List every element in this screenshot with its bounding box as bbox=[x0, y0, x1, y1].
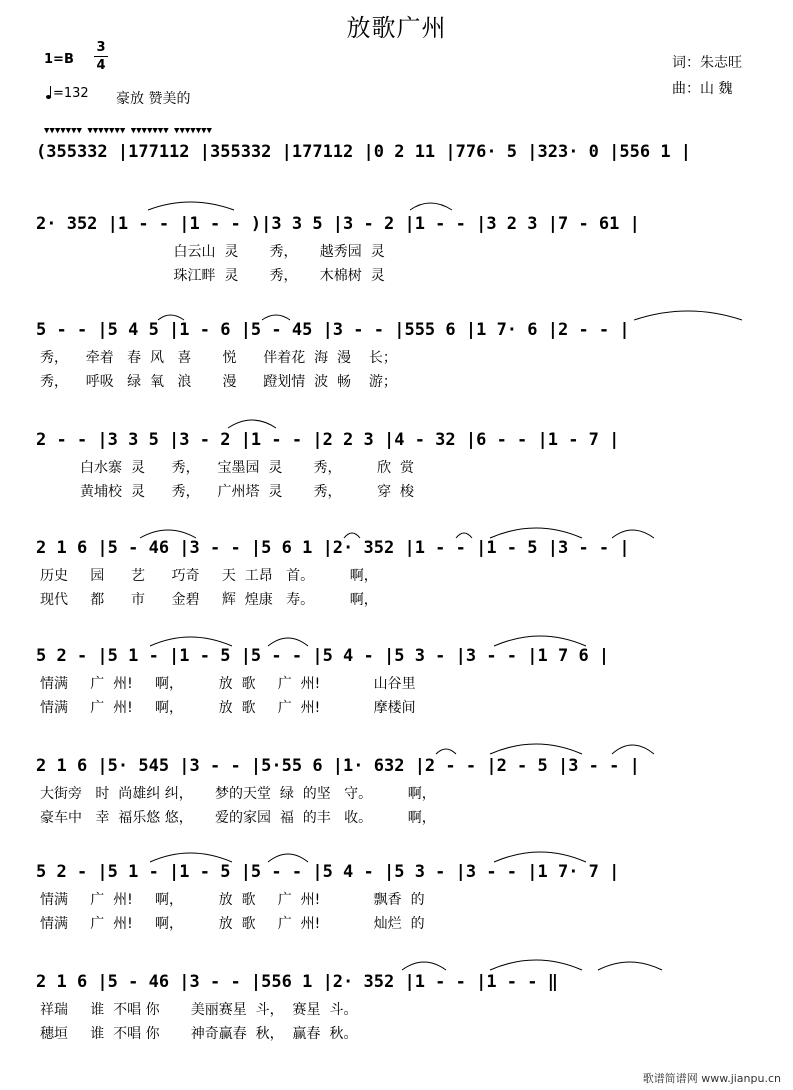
key-signature: 1=B bbox=[44, 52, 74, 67]
slur-mark bbox=[228, 420, 276, 428]
composer-credit: 曲：山 魏 bbox=[672, 81, 733, 97]
notation-line: 2· 352 |1 - - |1 - - )|3 3 5 |3 - 2 |1 - - |3 2 3 |7 - 61 | bbox=[36, 214, 640, 234]
time-signature-top: 3 bbox=[96, 40, 106, 55]
lyrics-verse-2: 秀， 呼吸 绿 氧 浪 漫 蹬划情 波 畅 游； bbox=[40, 374, 397, 390]
watermark-footer: 歌谱简谱网 www.jianpu.cn bbox=[642, 1072, 781, 1085]
tempo-value: =132 bbox=[53, 86, 89, 101]
notation-line: (355332 |177112 |355332 |177112 |0 2 11 |776· 5 |323· 0 |556 1 | bbox=[36, 142, 692, 162]
lyrics-verse-2: 现代 都 市 金碧 辉 煌康 寿。 啊， bbox=[40, 592, 378, 608]
lyrics-verse-1: 祥瑞 谁 不唱 你 美丽赛星 斗， 赛星 斗。 bbox=[40, 1002, 358, 1018]
lyrics-verse-1: 情满 广 州! 啊， 放 歌 广 州! 飘香 的 bbox=[40, 892, 425, 908]
accent-marks: ▼▼▼▼▼▼▼ ▼▼▼▼▼▼▼ ▼▼▼▼▼▼▼ ▼▼▼▼▼▼▼ bbox=[44, 126, 212, 136]
slur-mark bbox=[490, 960, 582, 970]
lyrics-verse-1: 情满 广 州! 啊， 放 歌 广 州! 山谷里 bbox=[40, 676, 416, 692]
slur-mark bbox=[402, 962, 446, 970]
lyrics-verse-2: 情满 广 州! 啊， 放 歌 广 州! 摩楼间 bbox=[40, 700, 416, 716]
lyrics-verse-1: 秀， 牵着 春 风 喜 悦 伴着花 海 漫 长； bbox=[40, 350, 397, 366]
song-title: 放歌广州 bbox=[346, 14, 447, 42]
notation-line: 2 1 6 |5· 545 |3 - - |5·55 6 |1· 632 |2 - - |2 - 5 |3 - - | bbox=[36, 756, 640, 776]
lyrics-verse-1: 白水寨 灵 秀， 宝墨园 灵 秀， 欣 赏 bbox=[40, 460, 415, 476]
notation-line: 2 1 6 |5 - 46 |3 - - |5 6 1 |2· 352 |1 - - |1 - 5 |3 - - | bbox=[36, 538, 630, 558]
notation-line: 5 2 - |5 1 - |1 - 5 |5 - - |5 4 - |5 3 - |3 - - |1 7 6 | bbox=[36, 646, 610, 666]
lyrics-verse-2: 珠江畔 灵 秀， 木棉树 灵 bbox=[40, 268, 385, 284]
time-signature bbox=[94, 40, 108, 73]
lyrics-verse-2: 情满 广 州! 啊， 放 歌 广 州! 灿烂 的 bbox=[40, 916, 425, 932]
lyrics-verse-1: 大街旁 时 尚雄纠 纠， 梦的天堂 绿 的坚 守。 啊， bbox=[40, 786, 436, 802]
tempo-marking bbox=[46, 86, 89, 101]
notation-line: 2 1 6 |5 - 46 |3 - - |556 1 |2· 352 |1 - - |1 - - ‖ bbox=[36, 972, 558, 992]
slur-mark bbox=[612, 745, 654, 754]
lyrics-verse-2: 黄埔校 灵 秀， 广州塔 灵 秀， 穿 梭 bbox=[40, 484, 415, 500]
slur-mark bbox=[410, 203, 452, 210]
lyrics-verse-1: 历史 园 艺 巧奇 天 工昂 首。 啊， bbox=[40, 568, 378, 584]
quarter-note-icon bbox=[46, 95, 51, 99]
slur-mark bbox=[148, 202, 234, 210]
style-marking: 豪放 赞美的 bbox=[116, 91, 191, 107]
lyrics-verse-2: 穗垣 谁 不唱 你 神奇赢春 秋， 赢春 秋。 bbox=[40, 1026, 358, 1042]
notation-line: 5 - - |5 4 5 |1 - 6 |5 - 45 |3 - - |555 6 |1 7· 6 |2 - - | bbox=[36, 320, 630, 340]
lyrics-verse-2: 豪车中 幸 福乐悠 悠， 爱的家园 福 的丰 收。 啊， bbox=[40, 810, 436, 826]
notation-line: 2 - - |3 3 5 |3 - 2 |1 - - |2 2 3 |4 - 32 |6 - - |1 - 7 | bbox=[36, 430, 620, 450]
lyrics-verse-1: 白云山 灵 秀， 越秀园 灵 bbox=[40, 244, 385, 260]
slur-mark bbox=[490, 744, 582, 754]
lyricist-credit: 词：朱志旺 bbox=[672, 55, 742, 71]
time-signature-bottom: 4 bbox=[96, 58, 106, 73]
slur-mark bbox=[598, 962, 662, 970]
notation-line: 5 2 - |5 1 - |1 - 5 |5 - - |5 4 - |5 3 - |3 - - |1 7· 7 | bbox=[36, 862, 620, 882]
